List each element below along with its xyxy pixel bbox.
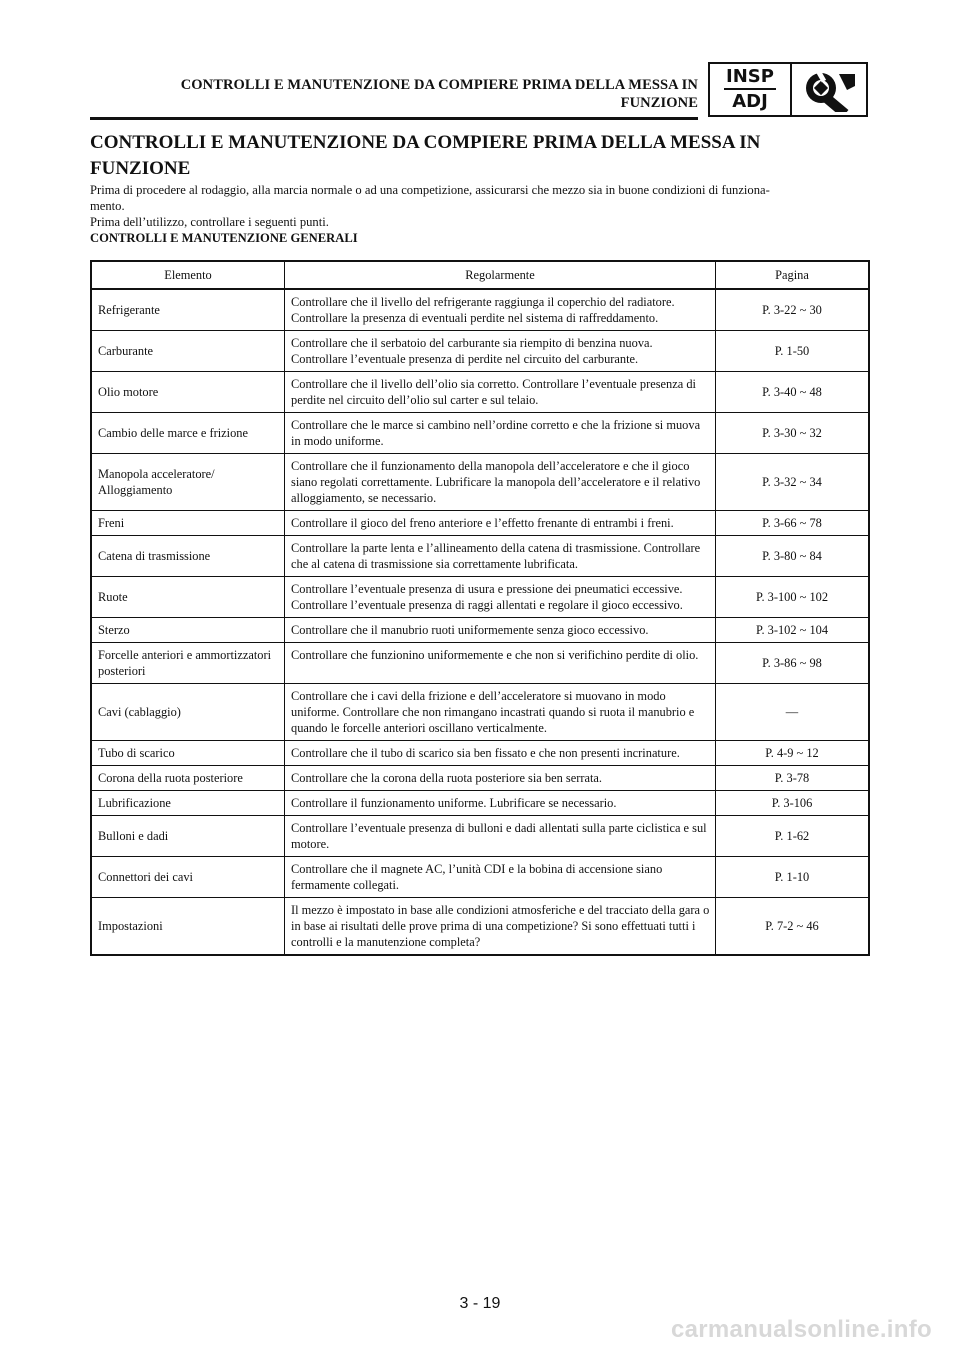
cell-check: Controllare che il livello dell’olio sia corretto. Controllare l’eventuale presenza di perdite nel circuito dell’olio sul carter e sul telaio. xyxy=(285,372,716,413)
cell-page: P. 1-62 xyxy=(716,816,870,857)
cell-check: Controllare che la corona della ruota posteriore sia ben serrata. xyxy=(285,766,716,791)
insp-adj-badge xyxy=(708,62,868,117)
table-body xyxy=(91,289,869,955)
cell-element: Ruote xyxy=(91,577,285,618)
cell-page: P. 1-10 xyxy=(716,857,870,898)
cell-page: P. 3-66 ~ 78 xyxy=(716,511,870,536)
cell-page: P. 1-50 xyxy=(716,331,870,372)
table-header-row xyxy=(91,261,869,289)
column-header-page: Pagina xyxy=(716,261,870,289)
cell-element: Corona della ruota posteriore xyxy=(91,766,285,791)
cell-page: P. 3-32 ~ 34 xyxy=(716,454,870,511)
cell-page: P. 3-78 xyxy=(716,766,870,791)
cell-page: P. 3-100 ~ 102 xyxy=(716,577,870,618)
cell-check: Controllare che il funzionamento della manopola dell’acceleratore e che il gioco siano regolati correttamente. Lubrificare la manopola dell’acceleratore e il relativo alloggiamento, se necessario. xyxy=(285,454,716,511)
cell-element: Impostazioni xyxy=(91,898,285,956)
wrench-icon xyxy=(792,64,866,115)
cell-check: Controllare che funzionino uniformemente e che non si verifichino perdite di olio. xyxy=(285,643,716,684)
table-row xyxy=(91,684,869,741)
page-header xyxy=(90,62,870,120)
cell-element: Cambio delle marce e frizione xyxy=(91,413,285,454)
table-row xyxy=(91,454,869,511)
cell-check: Controllare il funzionamento uniforme. Lubrificare se necessario. xyxy=(285,791,716,816)
section-title-line2: FUNZIONE xyxy=(90,158,191,179)
section-title xyxy=(90,130,790,182)
cell-page: — xyxy=(716,684,870,741)
cell-element: Olio motore xyxy=(91,372,285,413)
header-title xyxy=(181,76,698,112)
cell-element: Lubrificazione xyxy=(91,791,285,816)
cell-page: P. 3-30 ~ 32 xyxy=(716,413,870,454)
section-subtitle: CONTROLLI E MANUTENZIONE GENERALI xyxy=(90,231,358,245)
cell-page: P. 3-80 ~ 84 xyxy=(716,536,870,577)
cell-check: Controllare l’eventuale presenza di usura e pressione dei pneumatici eccessive. Controllare l’eventuale presenza di raggi allentati e regolare il gioco eccessivo. xyxy=(285,577,716,618)
cell-check: Controllare che le marce si cambino nell’ordine corretto e che la frizione si muova in modo uniforme. xyxy=(285,413,716,454)
maintenance-table xyxy=(90,260,870,956)
header-title-line1: CONTROLLI E MANUTENZIONE DA COMPIERE PRIMA DELLA MESSA IN xyxy=(180,77,698,93)
intro-text xyxy=(90,182,872,246)
table-row xyxy=(91,536,869,577)
cell-page: P. 3-40 ~ 48 xyxy=(716,372,870,413)
cell-element: Forcelle anteriori e ammortizzatori posteriori xyxy=(91,643,285,684)
cell-element: Bulloni e dadi xyxy=(91,816,285,857)
cell-element: Refrigerante xyxy=(91,289,285,331)
cell-check: Controllare che il tubo di scarico sia ben fissato e che non presenti incrinature. xyxy=(285,741,716,766)
cell-element: Carburante xyxy=(91,331,285,372)
table-row xyxy=(91,741,869,766)
header-title-line2: FUNZIONE xyxy=(620,95,698,111)
badge-adj: ADJ xyxy=(732,91,768,112)
table-row xyxy=(91,857,869,898)
table-row xyxy=(91,618,869,643)
cell-page: P. 7-2 ~ 46 xyxy=(716,898,870,956)
table-row xyxy=(91,766,869,791)
cell-page: P. 3-106 xyxy=(716,791,870,816)
cell-element: Sterzo xyxy=(91,618,285,643)
insp-adj-label xyxy=(710,64,792,115)
cell-element: Connettori dei cavi xyxy=(91,857,285,898)
table-row xyxy=(91,331,869,372)
cell-check: Controllare che il manubrio ruoti uniformemente senza gioco eccessivo. xyxy=(285,618,716,643)
watermark: carmanualsonline.info xyxy=(670,1316,932,1343)
cell-page: P. 3-86 ~ 98 xyxy=(716,643,870,684)
table-row xyxy=(91,511,869,536)
cell-element: Manopola acceleratore/ Alloggiamento xyxy=(91,454,285,511)
page-number: 3 - 19 xyxy=(459,1295,501,1312)
cell-element: Catena di trasmissione xyxy=(91,536,285,577)
cell-check: Controllare che il serbatoio del carburante sia riempito di benzina nuova. Controllare l’eventuale presenza di perdite nel circuito del carburante. xyxy=(285,331,716,372)
cell-page: P. 3-102 ~ 104 xyxy=(716,618,870,643)
cell-check: Controllare la parte lenta e l’allineamento della catena di trasmissione. Controllare che al catena di trasmissione sia correttamente lubrificata. xyxy=(285,536,716,577)
cell-page: P. 4-9 ~ 12 xyxy=(716,741,870,766)
cell-check: Controllare che il magnete AC, l’unità CDI e la bobina di accensione siano fermamente collegati. xyxy=(285,857,716,898)
cell-check: Controllare che i cavi della frizione e dell’acceleratore si muovano in modo uniforme. Controllare che non rimangano incastrati quando si ruota il manubrio e quando le forcelle anteriori oscillano verticalmente. xyxy=(285,684,716,741)
column-header-element: Elemento xyxy=(91,261,285,289)
cell-check: Il mezzo è impostato in base alle condizioni atmosferiche e del tracciato della gara o in base ai risultati delle prove prima di una competizione? Si sono effettuati tutti i controlli e la manutenzione completa? xyxy=(285,898,716,956)
section-title-line1: CONTROLLI E MANUTENZIONE DA COMPIERE PRIMA DELLA MESSA IN xyxy=(90,132,761,153)
table-row xyxy=(91,577,869,618)
column-header-check: Regolarmente xyxy=(285,261,716,289)
intro-line: mento. xyxy=(90,199,125,213)
table-row xyxy=(91,816,869,857)
table-row xyxy=(91,413,869,454)
table-row xyxy=(91,289,869,331)
intro-line: Prima dell’utilizzo, controllare i seguenti punti. xyxy=(90,215,329,229)
table-row xyxy=(91,372,869,413)
cell-element: Freni xyxy=(91,511,285,536)
cell-check: Controllare che il livello del refrigerante raggiunga il coperchio del radiatore. Controllare la presenza di eventuali perdite nel sistema di raffreddamento. xyxy=(285,289,716,331)
table-row xyxy=(91,898,869,956)
table-row xyxy=(91,643,869,684)
badge-insp: INSP xyxy=(724,67,776,90)
cell-check: Controllare l’eventuale presenza di bulloni e dadi allentati sulla parte ciclistica e sul motore. xyxy=(285,816,716,857)
cell-check: Controllare il gioco del freno anteriore e l’effetto frenante di entrambi i freni. xyxy=(285,511,716,536)
cell-page: P. 3-22 ~ 30 xyxy=(716,289,870,331)
intro-line: Prima di procedere al rodaggio, alla marcia normale o ad una competizione, assicurarsi che mezzo sia in buone condizioni di funziona- xyxy=(90,183,770,197)
table-row xyxy=(91,791,869,816)
header-rule xyxy=(90,117,698,120)
cell-element: Cavi (cablaggio) xyxy=(91,684,285,741)
cell-element: Tubo di scarico xyxy=(91,741,285,766)
